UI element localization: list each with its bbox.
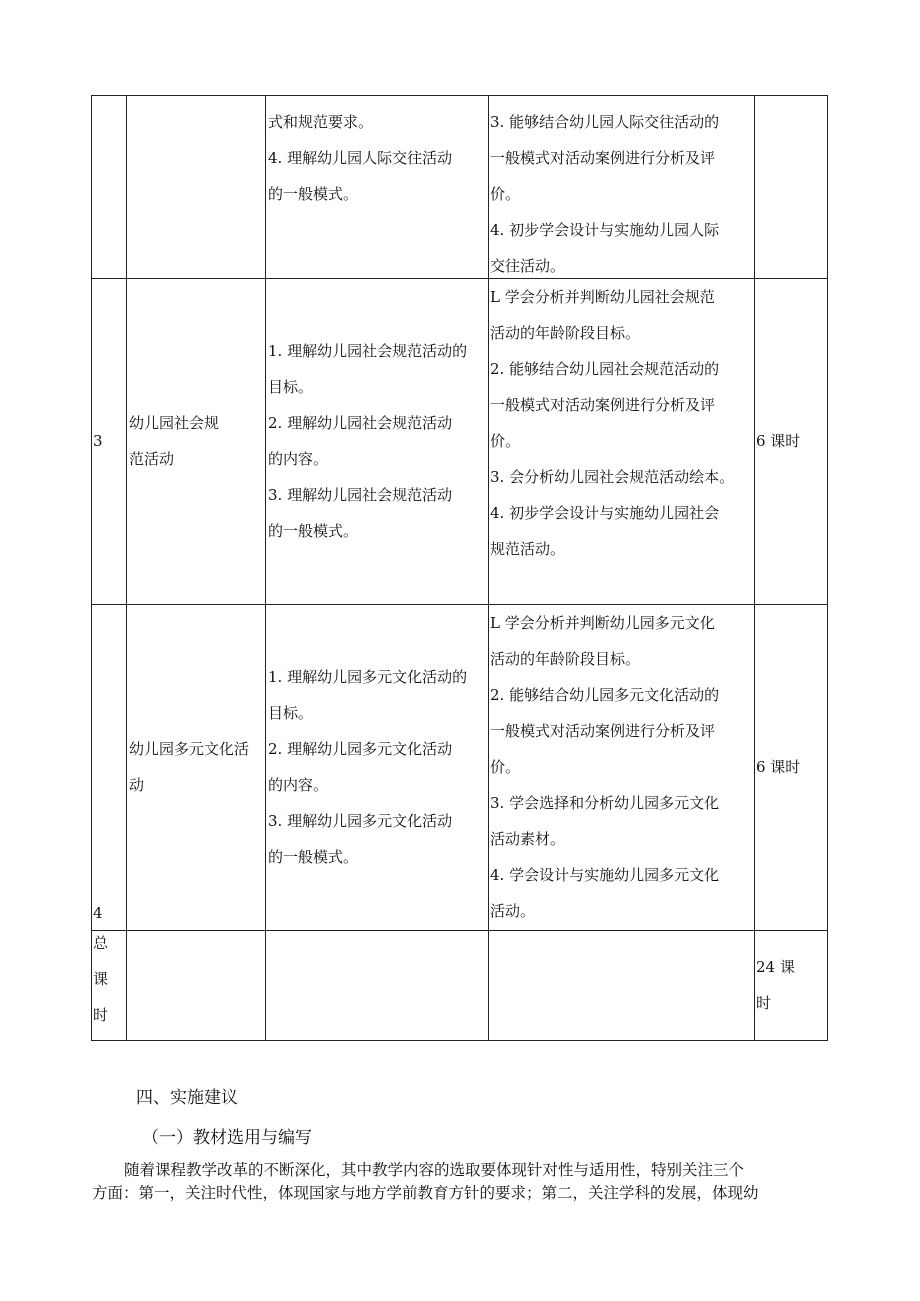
total-label-char: 总: [93, 934, 109, 952]
total-hours-line: 时: [756, 994, 772, 1012]
row2-skills-cell: [488, 278, 755, 605]
row1-knowledge-cell: [265, 95, 489, 279]
row2-num-cell: [91, 278, 127, 605]
skill-line: 规范活动。: [490, 540, 566, 558]
knowledge-line: 的一般模式。: [268, 848, 359, 866]
skill-line: 2. 能够结合幼儿园多元文化活动的: [490, 686, 720, 704]
skill-line: 一般模式对活动案例进行分析及评: [490, 149, 716, 167]
knowledge-line: 的内容。: [268, 450, 329, 468]
activity-title-line: 幼儿园多元文化活: [129, 740, 250, 758]
section-subheading: （一）教材选用与编写: [142, 1128, 312, 1148]
knowledge-line: 1. 理解幼儿园社会规范活动的: [268, 342, 468, 360]
hours-value: 6 课时: [756, 758, 801, 776]
section-heading: 四、实施建议: [136, 1088, 238, 1108]
body-text-line: 随着课程教学改革的不断深化，其中教学内容的选取要体现针对性与适用性，特别关注三个: [124, 1161, 745, 1179]
skill-line: L 学会分析并判断幼儿园社会规范: [490, 288, 715, 306]
knowledge-line: 3. 理解幼儿园多元文化活动: [268, 812, 453, 830]
row1-hours-cell: [754, 95, 828, 279]
total-knowledge-cell: [265, 930, 489, 1041]
skill-line: 4. 初步学会设计与实施幼儿园人际: [490, 221, 720, 239]
knowledge-line: 目标。: [268, 378, 314, 396]
row3-num-cell: [91, 604, 127, 931]
skill-line: 3. 学会选择和分析幼儿园多元文化: [490, 794, 720, 812]
skill-line: 活动的年龄阶段目标。: [490, 324, 641, 342]
total-hours-line: 24 课: [756, 958, 795, 976]
total-label-cell: [91, 930, 127, 1041]
skill-line: 2. 能够结合幼儿园社会规范活动的: [490, 360, 720, 378]
skill-line: 4. 初步学会设计与实施幼儿园社会: [490, 504, 720, 522]
knowledge-line: 2. 理解幼儿园多元文化活动: [268, 740, 453, 758]
activity-title-line: 幼儿园社会规: [129, 414, 220, 432]
total-label-char: 课: [93, 970, 109, 988]
skill-line: 一般模式对活动案例进行分析及评: [490, 396, 716, 414]
knowledge-line: 2. 理解幼儿园社会规范活动: [268, 414, 453, 432]
knowledge-line: 式和规范要求。: [268, 113, 374, 131]
skill-line: 活动素材。: [490, 830, 566, 848]
row2-knowledge-cell: [265, 278, 489, 605]
activity-title-line: 动: [129, 776, 145, 794]
hours-value: 6 课时: [756, 432, 801, 450]
total-hours-cell: [754, 930, 828, 1041]
row2-title-cell: [126, 278, 266, 605]
knowledge-line: 1. 理解幼儿园多元文化活动的: [268, 668, 468, 686]
skill-line: 活动。: [490, 902, 536, 920]
row1-num-cell: [91, 95, 127, 279]
row3-skills-cell: [488, 604, 755, 931]
course-table: [91, 95, 828, 1041]
row3-title-cell: [126, 604, 266, 931]
skill-line: 交往活动。: [490, 257, 566, 275]
skill-line: 价。: [490, 432, 521, 450]
row-number: 3: [93, 432, 103, 450]
knowledge-line: 的一般模式。: [268, 185, 359, 203]
row2-hours-cell: [754, 278, 828, 605]
total-title-cell: [126, 930, 266, 1041]
knowledge-line: 3. 理解幼儿园社会规范活动: [268, 486, 453, 504]
row3-hours-cell: [754, 604, 828, 931]
row1-title-cell: [126, 95, 266, 279]
total-skills-cell: [488, 930, 755, 1041]
knowledge-line: 4. 理解幼儿园人际交往活动: [268, 149, 453, 167]
knowledge-line: 的一般模式。: [268, 522, 359, 540]
skill-line: 价。: [490, 758, 521, 776]
skill-line: 活动的年龄阶段目标。: [490, 650, 641, 668]
total-label-char: 时: [93, 1006, 109, 1024]
skill-line: 4. 学会设计与实施幼儿园多元文化: [490, 866, 720, 884]
row1-skills-cell: [488, 95, 755, 279]
row-number: 4: [93, 904, 103, 922]
skill-line: 价。: [490, 185, 521, 203]
skill-line: 3. 能够结合幼儿园人际交往活动的: [490, 113, 720, 131]
knowledge-line: 的内容。: [268, 776, 329, 794]
activity-title-line: 范活动: [129, 450, 175, 468]
skill-line: 一般模式对活动案例进行分析及评: [490, 722, 716, 740]
body-text-line: 方面：第一，关注时代性，体现国家与地方学前教育方针的要求；第二，关注学科的发展，体现幼: [92, 1184, 759, 1202]
skill-line: 3. 会分析幼儿园社会规范活动绘本。: [490, 468, 735, 486]
row3-knowledge-cell: [265, 604, 489, 931]
knowledge-line: 目标。: [268, 704, 314, 722]
skill-line: L 学会分析并判断幼儿园多元文化: [490, 614, 715, 632]
